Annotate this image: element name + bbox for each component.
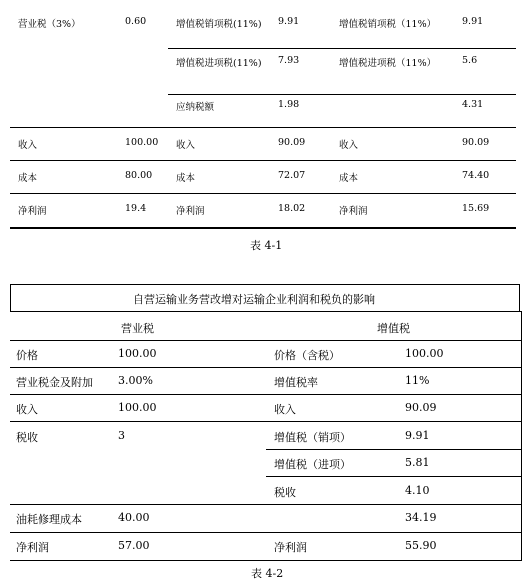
rule [10, 421, 522, 422]
cell: 90.09 [462, 137, 490, 148]
cell: 74.40 [462, 170, 490, 181]
cell: 增值税率 [274, 376, 318, 389]
cell: 价格（含税） [274, 349, 340, 362]
cell: 增值税（销项） [274, 431, 351, 444]
cell: 19.4 [125, 203, 147, 214]
cell: 成本 [339, 173, 359, 184]
cell: 11% [405, 374, 430, 387]
rule [10, 532, 522, 533]
cell: 应纳税额 [176, 102, 215, 113]
cell: 57.00 [118, 539, 150, 552]
frame-right [519, 284, 520, 312]
cell: 收入 [18, 140, 38, 151]
frame-left [10, 284, 11, 312]
rule [266, 476, 522, 477]
cell: 净利润 [18, 206, 47, 217]
cell: 油耗修理成本 [16, 513, 82, 526]
cell: 34.19 [405, 511, 437, 524]
cell: 增值税（进项） [274, 458, 351, 471]
table-title: 自营运输业务营改增对运输企业利润和税负的影响 [133, 293, 375, 306]
rule [10, 560, 522, 561]
cell: 40.00 [118, 511, 150, 524]
cell: 价格 [16, 349, 38, 362]
cell: 55.90 [405, 539, 437, 552]
cell: 7.93 [278, 55, 300, 66]
cell: 增值税进项税(11%) [176, 58, 262, 69]
cell: 5.6 [462, 55, 478, 66]
header-vat: 增值税 [377, 322, 410, 335]
frame-top [10, 284, 520, 285]
rule [10, 160, 516, 161]
rule [10, 340, 522, 341]
cell: 80.00 [125, 170, 153, 181]
cell: 0.60 [125, 16, 147, 27]
rule [10, 311, 522, 312]
table-caption: 表 4-2 [251, 567, 284, 580]
cell: 成本 [18, 173, 38, 184]
cell: 成本 [176, 173, 196, 184]
cell: 增值税进项税（11%） [339, 58, 437, 69]
header-business-tax: 营业税 [121, 322, 154, 335]
cell: 72.07 [278, 170, 306, 181]
cell: 收入 [16, 403, 38, 416]
cell: 9.91 [278, 16, 300, 27]
cell: 4.10 [405, 484, 430, 497]
cell: 收入 [274, 403, 296, 416]
cell: 9.91 [405, 429, 430, 442]
cell: 4.31 [462, 99, 484, 110]
cell: 1.98 [278, 99, 300, 110]
cell: 100.00 [405, 347, 444, 360]
cell: 增值税销项税(11%) [176, 19, 262, 30]
cell: 100.00 [125, 137, 159, 148]
cell: 100.00 [118, 347, 157, 360]
table-caption: 表 4-1 [250, 239, 283, 252]
rule [168, 48, 516, 49]
cell: 90.09 [405, 401, 437, 414]
cell: 净利润 [16, 541, 49, 554]
cell: 收入 [176, 140, 196, 151]
cell: 3.00% [118, 374, 153, 387]
cell: 9.91 [462, 16, 484, 27]
rule [10, 127, 516, 128]
rule [10, 227, 516, 229]
cell: 15.69 [462, 203, 490, 214]
rule [10, 394, 522, 395]
cell: 增值税销项税（11%） [339, 19, 437, 30]
cell: 18.02 [278, 203, 306, 214]
cell: 营业税金及附加 [16, 376, 93, 389]
cell: 90.09 [278, 137, 306, 148]
cell: 税收 [274, 486, 296, 499]
cell: 净利润 [274, 541, 307, 554]
cell: 税收 [16, 431, 38, 444]
rule [10, 193, 516, 194]
cell: 净利润 [339, 206, 368, 217]
rule [10, 504, 522, 505]
cell: 3 [118, 429, 125, 442]
cell: 100.00 [118, 401, 157, 414]
cell: 5.81 [405, 456, 430, 469]
frame-right [521, 312, 522, 560]
cell: 收入 [339, 140, 359, 151]
rule [10, 367, 522, 368]
rule [266, 449, 522, 450]
cell: 营业税（3%） [18, 19, 81, 30]
rule [168, 94, 516, 95]
cell: 净利润 [176, 206, 205, 217]
